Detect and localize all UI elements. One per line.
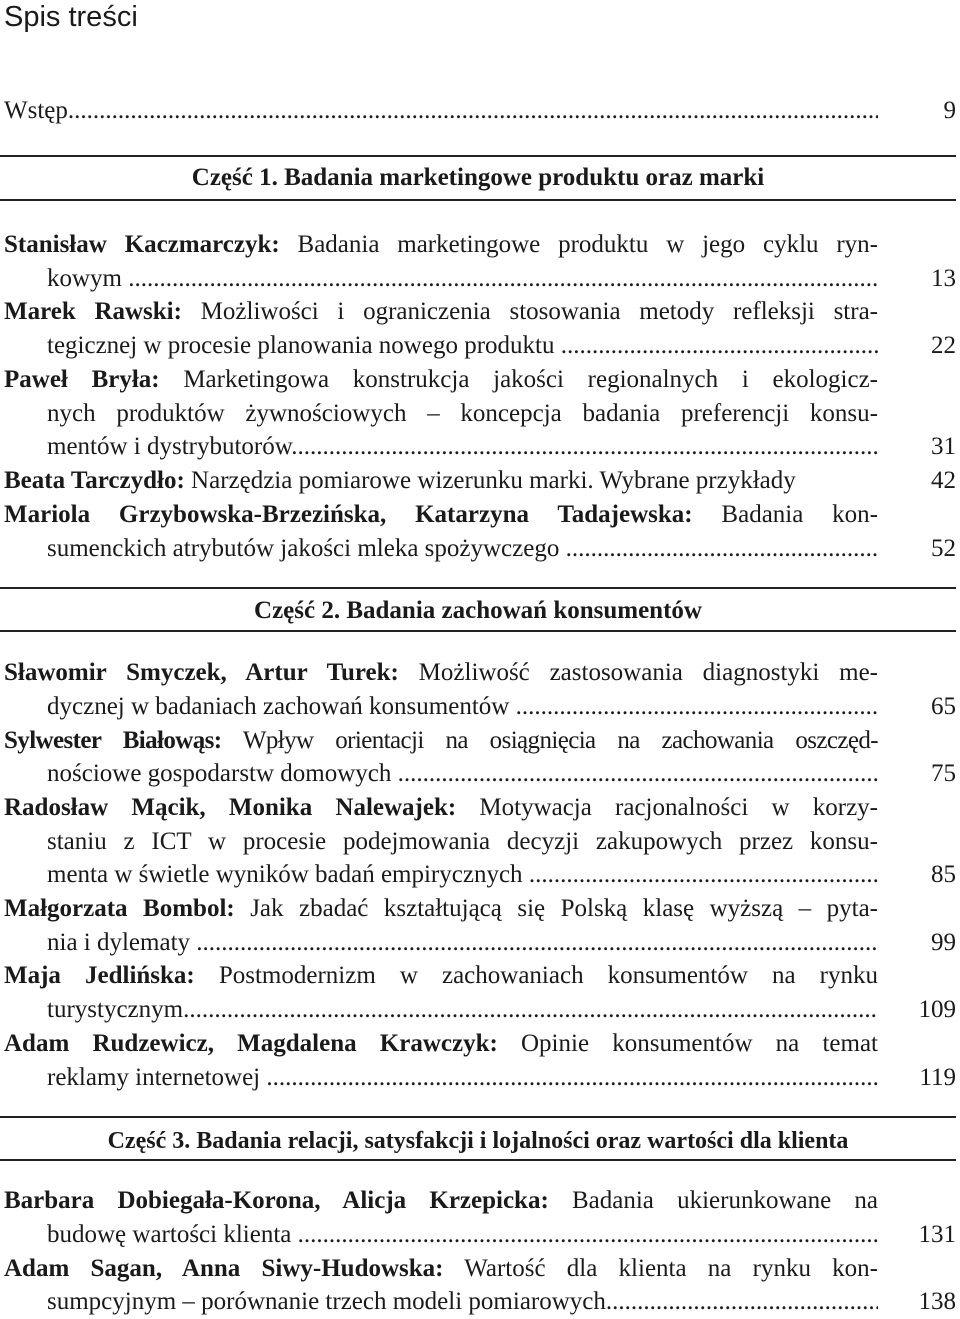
toc-entry-authors: Sławomir Smyczek, Artur Turek: [4, 659, 399, 686]
toc-entry-line [47, 926, 878, 960]
toc-entry[interactable] [0, 1252, 960, 1286]
toc-entry-intro[interactable] [0, 94, 960, 128]
toc-entry[interactable] [0, 959, 960, 993]
toc-entry-continuation[interactable] [0, 926, 960, 960]
toc-entry-line [47, 262, 878, 296]
leader-dots [566, 535, 878, 562]
leader-dots [68, 97, 878, 124]
toc-entry-title-line: sumenckich atrybutów jakości mleka spożywczego [47, 535, 560, 562]
toc-entry-label: Wstęp [4, 97, 68, 124]
toc-entry-authors: Paweł Bryła: [4, 366, 160, 393]
toc-entry[interactable] [0, 464, 960, 498]
toc-entry-line [4, 1027, 878, 1061]
toc-entry-continuation[interactable] [0, 1061, 960, 1095]
toc-entry-title-line: Możliwości i ograniczenia stosowania metody refleksji stra- [200, 298, 878, 325]
page-number: 13 [931, 265, 956, 292]
toc-entry-line [4, 791, 878, 825]
toc-entry-title-line: Możliwość zastosowania diagnostyki me- [418, 659, 878, 686]
toc-entry-title-line: reklamy internetowej [47, 1064, 261, 1091]
toc-entry-title-line: dycznej w badaniach zachowań konsumentów [47, 693, 510, 720]
section-divider [0, 587, 956, 589]
toc-entry-authors: Radosław Mącik, Monika Nalewajek: [4, 794, 457, 821]
toc-entry-title-line: nych produktów żywnościowych – koncepcja badania preferencji konsu- [47, 400, 878, 427]
page-number: 138 [918, 1288, 956, 1315]
toc-entry-line [47, 532, 878, 566]
toc-entry-line [4, 228, 878, 262]
section-title: Część 2. Badania zachowań konsumentów [254, 597, 702, 624]
toc-entry[interactable] [0, 892, 960, 926]
toc-entry-title-line: Wartość dla klienta na rynku kon- [464, 1255, 878, 1282]
toc-entry-line [4, 295, 878, 329]
toc-entry-continuation[interactable] [0, 430, 960, 464]
toc-entry-title-line: Badania ukierunkowane na [571, 1187, 878, 1214]
toc-entry-line [4, 892, 878, 926]
section-divider [0, 1159, 956, 1161]
toc-entry-continuation[interactable] [0, 825, 960, 859]
toc-entry-title-line: Motywacja racjonalności w korzy- [479, 794, 878, 821]
leader-dots [183, 996, 878, 1023]
section-divider [0, 199, 956, 201]
section-title: Część 1. Badania marketingowe produktu oraz marki [191, 164, 765, 191]
toc-entry-title-line: budowę wartości klienta [47, 1221, 292, 1248]
toc-entry-line [47, 329, 878, 363]
page-number: 31 [931, 433, 956, 460]
toc-entry-continuation[interactable] [0, 993, 960, 1027]
leader-dots [398, 760, 878, 787]
toc-entry-continuation[interactable] [0, 858, 960, 892]
toc-entry-continuation[interactable] [0, 1218, 960, 1252]
leader-dots [298, 1221, 878, 1248]
section-divider [0, 630, 956, 632]
toc-entry-title-line: Narzędzia pomiarowe wizerunku marki. Wybrane przykłady [191, 467, 796, 494]
toc-entry-title-line: Postmodernizm w zachowaniach konsumentów na rynku [218, 962, 878, 989]
page-number: 42 [931, 467, 956, 494]
toc-entry-authors: Sylwester Białowąs: [4, 727, 222, 754]
toc-entry-line [47, 993, 878, 1027]
page-number: 52 [931, 535, 956, 562]
page-number: 109 [918, 996, 956, 1023]
toc-entry-title-line: Badania marketingowe produktu w jego cyklu ryn- [297, 231, 878, 258]
toc-entry-line [47, 1061, 878, 1095]
toc-entry-line [47, 1285, 878, 1319]
toc-entry-authors: Adam Sagan, Anna Siwy-Hudowska: [4, 1255, 444, 1282]
toc-entry-line [4, 464, 878, 498]
toc-entry[interactable] [0, 1027, 960, 1061]
toc-entry-title-line: staniu z ICT w procesie podejmowania decyzji zakupowych przez konsu- [47, 828, 878, 855]
page-number: 99 [931, 929, 956, 956]
leader-dots [516, 693, 878, 720]
toc-entry-line [47, 397, 878, 431]
section-divider [0, 155, 956, 157]
toc-entry-line [47, 1218, 878, 1252]
leader-dots [291, 433, 878, 460]
toc-entry-authors: Mariola Grzybowska-Brzezińska, Katarzyna Tadajewska: [4, 501, 693, 528]
toc-entry[interactable] [0, 791, 960, 825]
page-number: 85 [931, 861, 956, 888]
toc-entry-authors: Małgorzata Bombol: [4, 895, 235, 922]
toc-entry-title-line: Badania kon- [721, 501, 878, 528]
toc-entry-authors: Maja Jedlińska: [4, 962, 195, 989]
toc-entry-authors: Barbara Dobiegała-Korona, Alicja Krzepicka: [4, 1187, 549, 1214]
toc-entry-authors: Beata Tarczydło: [4, 467, 185, 494]
toc-entry-line [47, 858, 878, 892]
page-title: Spis treści [4, 1, 138, 33]
toc-entry-title-line: Opinie konsumentów na temat [521, 1030, 878, 1057]
toc-entry-title-line: kowym [47, 265, 122, 292]
toc-entry-continuation[interactable] [0, 262, 960, 296]
toc-entry-line [47, 757, 878, 791]
leader-dots [266, 1064, 878, 1091]
toc-entry-continuation[interactable] [0, 397, 960, 431]
toc-entry-line [4, 363, 878, 397]
toc-entry-title-line: sumpcyjnym – porównanie trzech modeli pomiarowych [47, 1288, 606, 1315]
toc-entry-title-line: menta w świetle wyników badań empirycznych [47, 861, 523, 888]
leader-dots [196, 929, 878, 956]
toc-entry-line [4, 1252, 878, 1286]
toc-entry-continuation[interactable] [0, 690, 960, 724]
toc-entry-continuation[interactable] [0, 532, 960, 566]
toc-entry-title-line: mentów i dystrybutorów [47, 433, 292, 460]
toc-entry-continuation[interactable] [0, 329, 960, 363]
toc-entry-authors: Adam Rudzewicz, Magdalena Krawczyk: [4, 1030, 498, 1057]
section-title: Część 3. Badania relacji, satysfakcji i lojalności oraz wartości dla klienta [107, 1128, 849, 1154]
toc-entry-title-line: turystycznym [47, 996, 184, 1023]
toc-entry-title-line: Jak zbadać kształtującą się Polską klasę wyższą – pyta- [250, 895, 878, 922]
toc-entry-authors: Stanisław Kaczmarczyk: [4, 231, 280, 258]
toc-entry[interactable] [0, 363, 960, 397]
toc-entry-title-line: Wpływ orientacji na osiągnięcia na zachowania oszczęd- [242, 727, 878, 754]
page-number: 65 [931, 693, 956, 720]
leader-dots [606, 1288, 878, 1315]
page-number: 22 [931, 332, 956, 359]
toc-entry[interactable] [0, 228, 960, 262]
leader-dots [561, 332, 878, 359]
toc-entry-title-line: nia i dylematy [47, 929, 191, 956]
toc-entry[interactable] [0, 724, 960, 758]
toc-entry-text [4, 94, 878, 128]
toc-entry-continuation[interactable] [0, 1285, 960, 1319]
page-number: 119 [919, 1064, 956, 1091]
toc-entry-line [4, 724, 878, 758]
toc-entry-authors: Marek Rawski: [4, 298, 182, 325]
toc-entry-line [47, 430, 878, 464]
toc-entry-line [4, 498, 878, 532]
toc-entry-title-line: tegicznej w procesie planowania nowego produktu [47, 332, 555, 359]
section-divider [0, 1116, 956, 1118]
page-number: 131 [918, 1221, 956, 1248]
toc-entry[interactable] [0, 656, 960, 690]
toc-entry[interactable] [0, 295, 960, 329]
toc-entry-title-line: Marketingowa konstrukcja jakości regionalnych i ekologicz- [183, 366, 878, 393]
page-number: 9 [943, 97, 956, 124]
leader-dots [128, 265, 878, 292]
toc-entry-title-line: nościowe gospodarstw domowych [47, 760, 392, 787]
leader-dots [529, 861, 878, 888]
toc-entry-line [4, 1184, 878, 1218]
toc-entry[interactable] [0, 498, 960, 532]
toc-entry-line [4, 656, 878, 690]
page-number: 75 [931, 760, 956, 787]
toc-entry-continuation[interactable] [0, 757, 960, 791]
toc-entry[interactable] [0, 1184, 960, 1218]
toc-entry-line [47, 825, 878, 859]
toc-entry-line [47, 690, 878, 724]
toc-entry-line [4, 959, 878, 993]
